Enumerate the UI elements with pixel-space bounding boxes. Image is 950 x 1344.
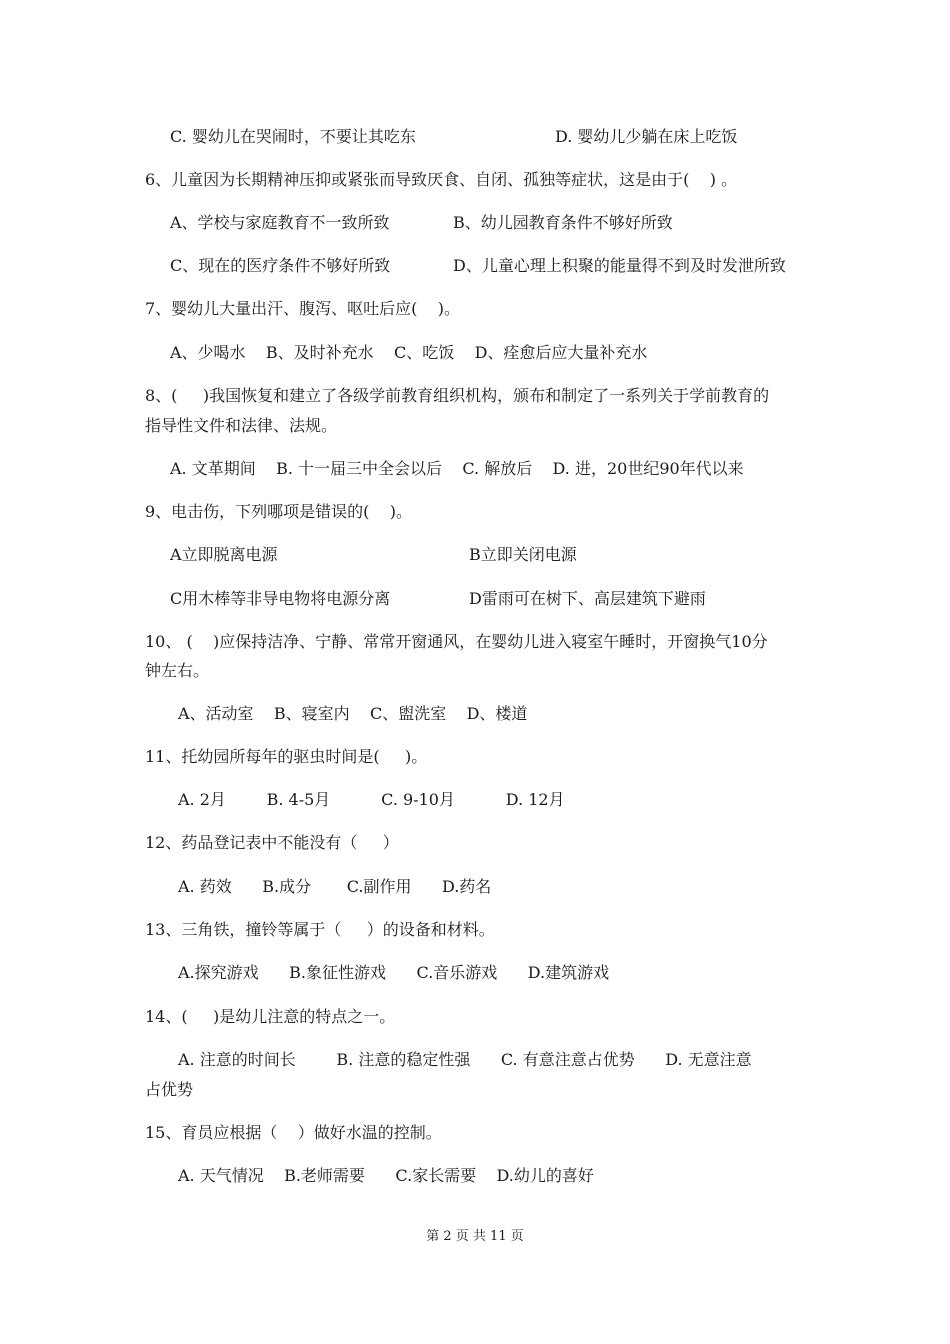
question-8: 8、( )我国恢复和建立了各级学前教育组织机构，颁布和制定了一系列关于学前教育的 — [145, 386, 770, 405]
q14-options-cont: 占优势 — [145, 1080, 194, 1099]
q12-options: A. 药效 B.成分 C.副作用 D.药名 — [178, 877, 492, 896]
q10-options: A、活动室 B、寝室内 C、盥洗室 D、楼道 — [178, 704, 528, 723]
q5-option-d: D. 婴幼儿少躺在床上吃饭 — [555, 127, 738, 146]
question-9: 9、电击伤，下列哪项是错误的( )。 — [145, 502, 413, 521]
q6-option-c: C、现在的医疗条件不够好所致 — [170, 256, 391, 275]
question-10: 10、 ( )应保持洁净、宁静、常常开窗通风，在婴幼儿进入寝室午睡时，开窗换气10分 — [145, 632, 768, 651]
q9-option-a: A立即脱离电源 — [170, 545, 278, 564]
q13-options: A.探究游戏 B.象征性游戏 C.音乐游戏 D.建筑游戏 — [178, 963, 610, 982]
q9-option-b: B立即关闭电源 — [469, 545, 577, 564]
question-10-cont: 钟左右。 — [145, 661, 210, 680]
q5-option-c: C. 婴幼儿在哭闹时，不要让其吃东 — [170, 127, 416, 146]
q6-option-d: D、儿童心理上积聚的能量得不到及时发泄所致 — [453, 256, 786, 275]
question-13: 13、三角铁，撞铃等属于（ ）的设备和材料。 — [145, 920, 495, 939]
q6-option-a: A、学校与家庭教育不一致所致 — [170, 213, 390, 232]
q7-options: A、少喝水 B、及时补充水 C、吃饭 D、痊愈后应大量补充水 — [170, 343, 648, 362]
question-12: 12、药品登记表中不能没有（ ） — [145, 833, 399, 852]
question-15: 15、育员应根据（ ）做好水温的控制。 — [145, 1123, 442, 1142]
question-11: 11、托幼园所每年的驱虫时间是( )。 — [145, 747, 428, 766]
q15-options: A. 天气情况 B.老师需要 C.家长需要 D.幼儿的喜好 — [178, 1166, 594, 1185]
q9-option-c: C用木棒等非导电物将电源分离 — [170, 589, 391, 608]
q8-options: A. 文革期间 B. 十一届三中全会以后 C. 解放后 D. 进，20世纪90年代以来 — [170, 459, 744, 478]
q14-options: A. 注意的时间长 B. 注意的稳定性强 C. 有意注意占优势 D. 无意注意 — [178, 1050, 752, 1069]
question-14: 14、( )是幼儿注意的特点之一。 — [145, 1007, 396, 1026]
question-7: 7、婴幼儿大量出汗、腹泻、呕吐后应( )。 — [145, 299, 461, 318]
question-8-cont: 指导性文件和法律、法规。 — [145, 416, 338, 435]
page-footer: 第 2 页 共 11 页 — [426, 1229, 524, 1244]
q6-option-b: B、幼儿园教育条件不够好所致 — [453, 213, 673, 232]
q11-options: A. 2月 B. 4-5月 C. 9-10月 D. 12月 — [178, 790, 565, 809]
question-6: 6、儿童因为长期精神压抑或紧张而导致厌食、自闭、孤独等症状，这是由于( ) 。 — [145, 170, 738, 189]
q9-option-d: D雷雨可在树下、高层建筑下避雨 — [469, 589, 706, 608]
